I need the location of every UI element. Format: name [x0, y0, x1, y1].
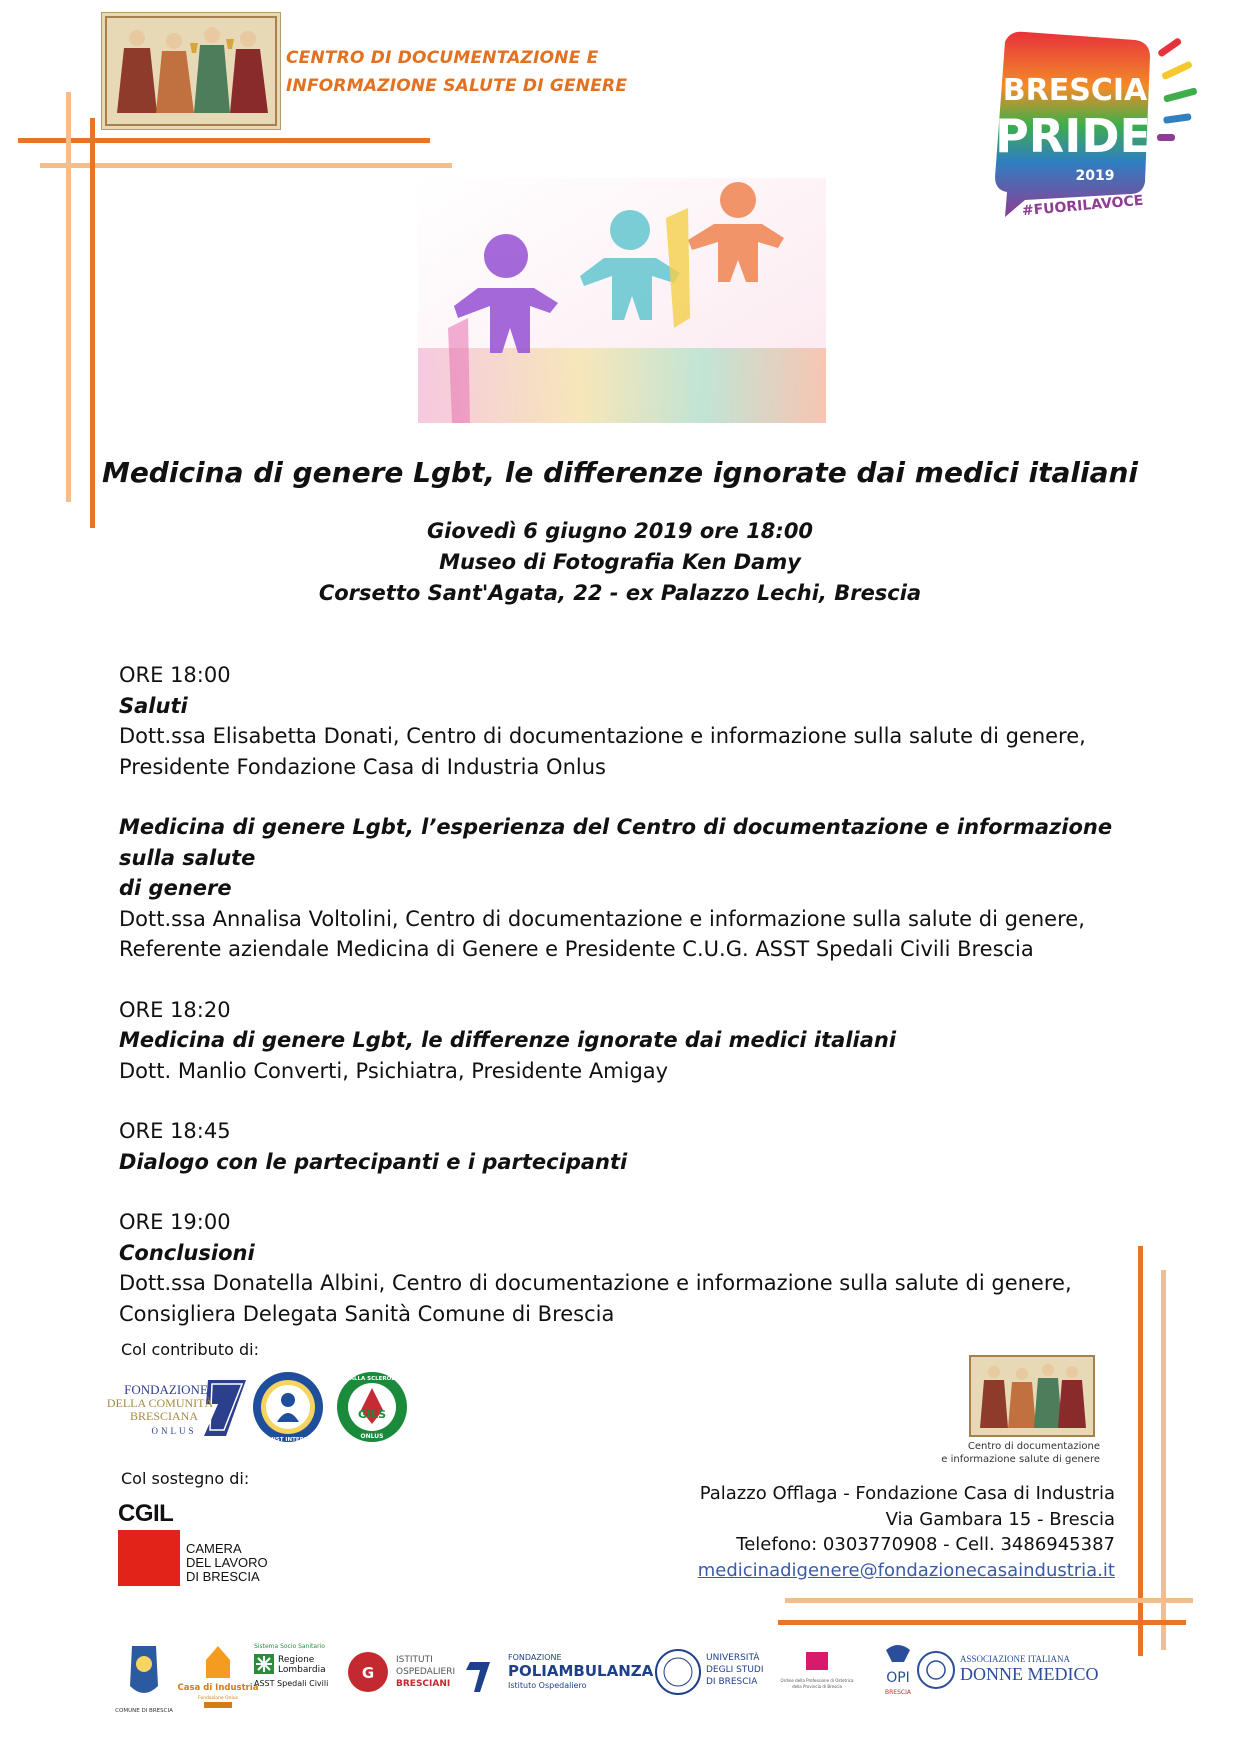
pride-line2: PRIDE [995, 109, 1151, 163]
decor-line-top-light [40, 163, 452, 168]
comune-brescia-logo [115, 1646, 173, 1714]
program-item [119, 1116, 1119, 1177]
casa-industria-logo [178, 1646, 259, 1708]
program [119, 660, 1119, 1359]
fondazione-line1: FONDAZIONE [124, 1382, 208, 1397]
fondazione-line4: ONLUS [151, 1426, 197, 1436]
cgil-red-square [118, 1530, 180, 1586]
fondazione-line2: DELLA COMUNITÀ [106, 1396, 214, 1410]
cgil-line1: CAMERA [186, 1541, 242, 1556]
regione-line3: ASST Spedali Civili [254, 1679, 329, 1688]
gils-logo [328, 1370, 416, 1444]
ostetrica-line1: Ordine della Professione di Ostetrica [780, 1678, 854, 1683]
poliambulanza-sub: Istituto Ospedaliero [508, 1681, 587, 1690]
opi-brescia-logo [885, 1645, 912, 1696]
decor-line-bottom-right-vertical-light [1161, 1270, 1166, 1650]
rainbow-paper-dolls-image [418, 178, 826, 423]
poliambulanza-top: FONDAZIONE [508, 1653, 562, 1662]
svg-text:G: G [361, 1664, 375, 1682]
ospedalieri-line2: OSPEDALIERI [396, 1667, 456, 1677]
cgil-wordmark: CGIL [118, 1500, 174, 1527]
soroptimist-logo [240, 1370, 336, 1444]
pride-year: 2019 [1075, 168, 1115, 184]
pride-hashtag: #FUORILAVOCE [1021, 192, 1144, 220]
program-session-title: Medicina di genere Lgbt, l’esperienza del Centro di documentazione e informazione sulla salute [119, 815, 1113, 870]
istituti-ospedalieri-logo [348, 1652, 455, 1692]
program-session-title: Conclusioni [119, 1240, 255, 1265]
event-address: Corsetto Sant'Agata, 22 - ex Palazzo Lechi, Brescia [318, 581, 922, 605]
program-session-title: Saluti [119, 693, 188, 718]
ospedalieri-line1: ISTITUTI [396, 1655, 433, 1665]
decor-line-left-vertical-light [66, 92, 71, 502]
universita-line3: DI BRESCIA [706, 1677, 758, 1687]
ostetrica-line2: della Provincia di Brescia [792, 1684, 842, 1689]
event-date: Giovedì 6 giugno 2019 ore 18:00 [426, 519, 814, 543]
soroptimist-label: SOROPTIMIST INTERNATIONAL [240, 1437, 336, 1443]
fondazione-line3: BRESCIANA [129, 1409, 199, 1423]
contribution-label: Col contributo di: [121, 1340, 259, 1359]
program-speaker-role: Consigliera Delegata Sanità Comune di Brescia [119, 1301, 615, 1326]
ospedalieri-line3: BRESCIANI [396, 1679, 451, 1689]
footer-logos [115, 1638, 1128, 1718]
gils-onlus: ONLUS [360, 1433, 384, 1440]
contact-block [555, 1481, 1115, 1583]
program-item [119, 660, 1119, 782]
cgil-line3: DI BRESCIA [186, 1569, 260, 1584]
header-medieval-illustration [101, 12, 281, 130]
event-venue: Museo di Fotografia Ken Damy [439, 550, 801, 574]
cgil-line2: DEL LAVORO [186, 1555, 268, 1570]
regione-top: Sistema Socio Sanitario [254, 1643, 325, 1650]
program-speaker-role: Presidente Fondazione Casa di Industria Onlus [119, 754, 606, 779]
organization-title-line2: INFORMAZIONE SALUTE DI GENERE [286, 76, 628, 96]
contact-phone: Telefono: 0303770908 - Cell. 3486945387 [736, 1534, 1115, 1555]
pride-line1: BRESCIA [1002, 73, 1148, 108]
fondazione-comunita-bresciana-logo [108, 1374, 248, 1444]
gils-ring-label: LOTTA ALLA SCLERODERMIA [328, 1376, 416, 1382]
program-session-title-cont: di genere [119, 876, 232, 900]
contact-logo [970, 1356, 1094, 1436]
caption-line2: e informazione salute di genere [941, 1454, 1100, 1465]
organization-title-line1: CENTRO DI DOCUMENTAZIONE E [286, 48, 599, 68]
donne-top: ASSOCIAZIONE ITALIANA [960, 1654, 1071, 1664]
universita-line2: DEGLI STUDI [706, 1665, 764, 1675]
program-speaker: Dott.ssa Donatella Albini, Centro di documentazione e informazione sulla salute di genere, [119, 1271, 1072, 1295]
donne-medico-logo [918, 1652, 1099, 1688]
program-session-title: Medicina di genere Lgbt, le differenze ignorate dai medici italiani [119, 1028, 897, 1052]
program-speaker-role: Referente aziendale Medicina di Genere e Presidente C.U.G. ASST Spedali Civili Brescia [119, 937, 1034, 961]
universita-line1: UNIVERSITÀ [706, 1653, 760, 1663]
program-speaker: Dott.ssa Elisabetta Donati, Centro di documentazione e informazione sulla salute di genere, [119, 724, 1086, 748]
program-time: ORE 18:20 [119, 997, 231, 1022]
program-item [119, 812, 1119, 965]
contact-logo-caption [940, 1440, 1100, 1466]
program-time: ORE 18:45 [119, 1119, 231, 1143]
regione-line1: Regione [278, 1655, 315, 1665]
poliambulanza-label: POLIAMBULANZA [508, 1662, 654, 1680]
opi-label: OPI [886, 1670, 910, 1686]
poliambulanza-logo [466, 1653, 654, 1692]
program-speaker: Dott. Manlio Converti, Psichiatra, Presidente Amigay [119, 1058, 669, 1083]
contact-email-link[interactable]: medicinadigenere@fondazionecasaindustria.it [697, 1559, 1115, 1581]
program-session-title: Dialogo con le partecipanti e i partecipanti [119, 1149, 628, 1174]
gils-label: GILS [357, 1408, 387, 1421]
comune-label: COMUNE DI BRESCIA [115, 1708, 173, 1714]
program-item [119, 1207, 1119, 1329]
regione-line2: Lombardia [278, 1665, 326, 1675]
universita-brescia-logo [656, 1650, 764, 1694]
casa-industria-label: Casa di Industria [177, 1683, 259, 1693]
cgil-logo [118, 1500, 278, 1586]
opi-sub: BRESCIA [885, 1689, 911, 1696]
ordine-ostetriche-logo [781, 1652, 855, 1689]
organization-title [286, 44, 646, 100]
casa-industria-sub: Fondazione Onlus [198, 1696, 238, 1701]
contact-address-line1: Palazzo Offlaga - Fondazione Casa di Industria [699, 1483, 1115, 1504]
brescia-pride-logo [985, 22, 1205, 220]
program-time: ORE 18:00 [119, 663, 231, 687]
program-speaker: Dott.ssa Annalisa Voltolini, Centro di documentazione e informazione sulla salute di genere, [119, 906, 1085, 931]
event-info [0, 516, 1240, 609]
contact-address-line2: Via Gambara 15 - Brescia [885, 1508, 1115, 1530]
decor-line-bottom-light [785, 1598, 1193, 1603]
decor-line-bottom-right-vertical [1138, 1246, 1143, 1656]
donne-main: DONNE MEDICO [960, 1664, 1099, 1684]
regione-lombardia-logo [254, 1643, 328, 1688]
program-time: ORE 19:00 [119, 1210, 231, 1234]
event-title: Medicina di genere Lgbt, le differenze ignorate dai medici italiani [101, 456, 1139, 489]
caption-line1: Centro di documentazione [967, 1441, 1100, 1452]
decor-line-bottom [778, 1620, 1186, 1625]
program-item [119, 995, 1119, 1087]
decor-line-top [18, 138, 430, 143]
support-label: Col sostegno di: [121, 1469, 250, 1488]
